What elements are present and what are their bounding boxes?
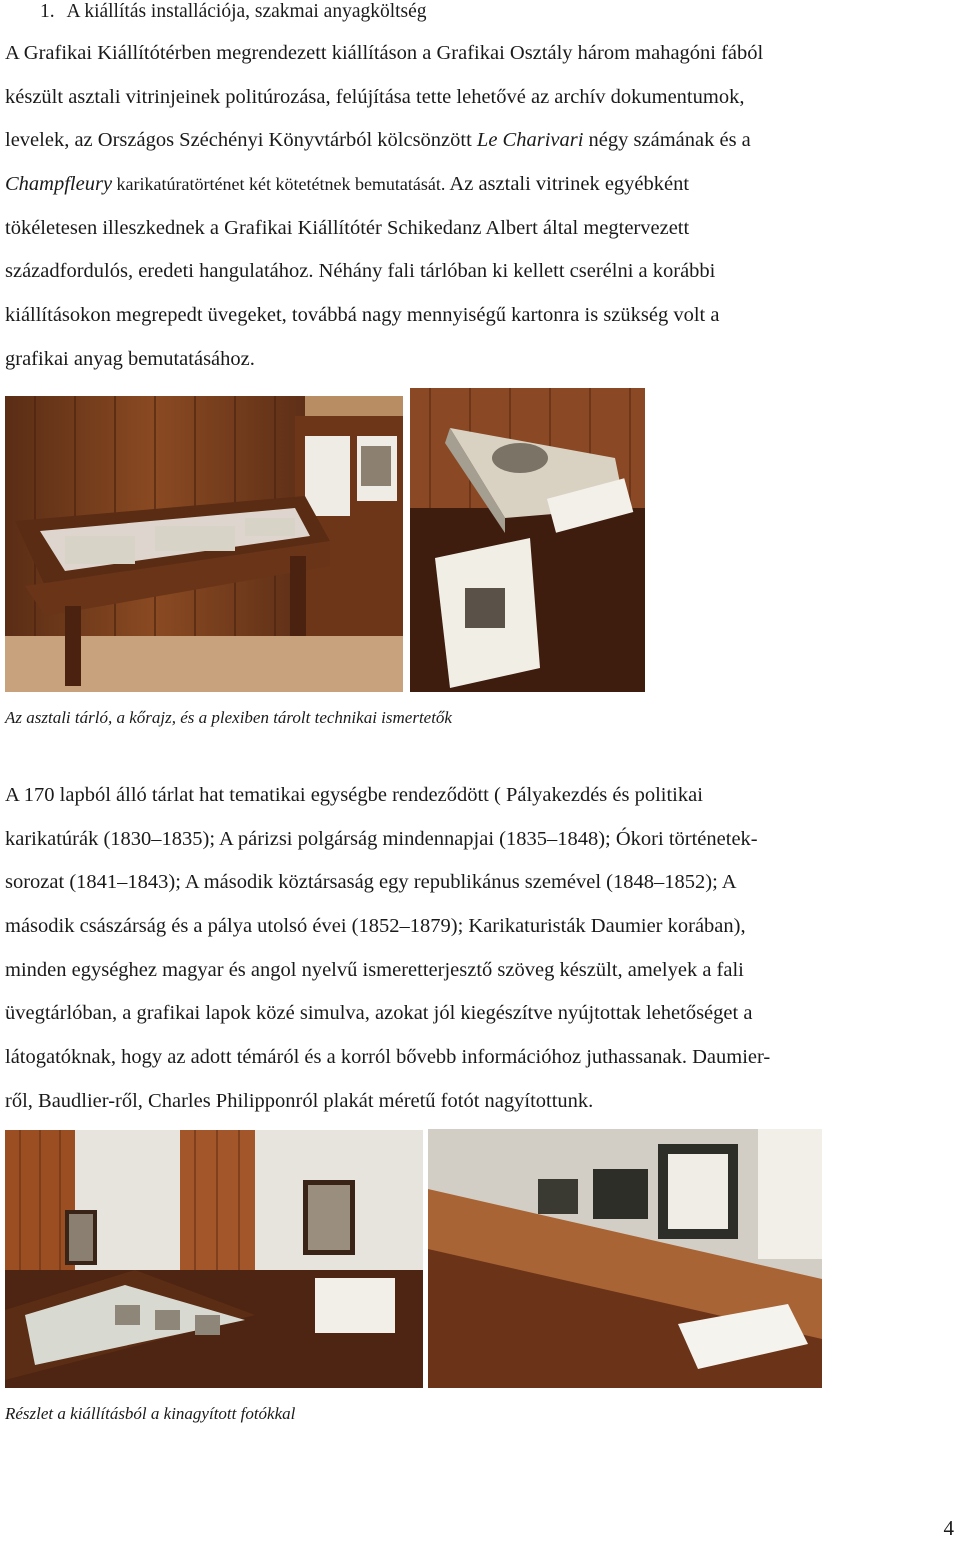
text-line: készült asztali vitrinjeinek politúrozása, felújítása tette lehetővé az archív dokumentumok, xyxy=(5,85,745,108)
text-segment: karikatúratörténet két kötetétnek bemutatását. xyxy=(112,174,446,195)
text-line: üvegtárlóban, a grafikai lapok közé simulva, azokat jól kiegészítve nyújtottak lehetőséget a xyxy=(5,1002,753,1025)
text-line xyxy=(5,163,763,207)
section-number: 1. xyxy=(40,1,55,22)
text-line: sorozat (1841–1843); A második köztársaság egy republikánus szemével (1848–1852); A xyxy=(5,871,737,894)
text-line: A 170 lapból álló tárlat hat tematikai egységbe rendeződött ( Pályakezdés és politikai xyxy=(5,784,703,806)
text-line: A Grafikai Kiállítótérben megrendezett kiállításon a Grafikai Osztály három mahagóni fából xyxy=(5,42,764,64)
text-line: látogatóknak, hogy az adott témáról és a korról bővebb információhoz juthassanak. Daumier- xyxy=(5,1046,771,1069)
photo-enlarged-portraits xyxy=(5,1130,423,1388)
author-name: Champfleury xyxy=(5,173,113,196)
text-line: minden egységhez magyar és angol nyelvű ismeretterjesztő szöveg készült, amelyek a fali xyxy=(5,958,744,981)
photo-table-vitrine xyxy=(5,396,403,692)
caption-photos-1: Az asztali tárló, a kőrajz, és a plexiben tárolt technikai ismertetők xyxy=(5,708,452,727)
text-segment: négy számának és a xyxy=(583,129,751,152)
text-line: századfordulós, eredeti hangulatához. Néhány fali tárlóban ki kellett cserélni a korábbi xyxy=(5,260,716,283)
text-line: kiállításokon megrepedt üvegeket, továbbá nagy mennyiségű kartonra is szükség volt a xyxy=(5,304,720,327)
photo-gallery-corridor xyxy=(428,1129,822,1388)
section-heading xyxy=(40,0,427,24)
text-line: második császárság és a pálya utolsó évei (1852–1879); Karikaturisták Daumier korában), xyxy=(5,915,746,938)
photo-lithograph-stone xyxy=(410,388,645,692)
text-segment: Az asztali vitrinek egyébként xyxy=(445,173,690,196)
text-line: tökéletesen illeszkednek a Grafikai Kiállítótér Schikedanz Albert által megtervezett xyxy=(5,216,690,239)
paragraph-installation xyxy=(5,32,763,382)
text-segment: levelek, az Országos Széchényi Könyvtárból kölcsönzött xyxy=(5,129,477,152)
section-title: A kiállítás installációja, szakmai anyagköltség xyxy=(66,1,427,22)
periodical-title: Le Charivari xyxy=(476,129,584,152)
text-line: karikatúrák (1830–1835); A párizsi polgárság mindennapjai (1835–1848); Ókori történetek- xyxy=(5,827,758,850)
caption-photos-2: Részlet a kiállításból a kinagyított fotókkal xyxy=(5,1404,296,1423)
text-line: ről, Baudlier-ről, Charles Philipponról plakát méretű fotót nagyítottunk. xyxy=(5,1089,594,1112)
text-line: grafikai anyag bemutatásához. xyxy=(5,347,255,370)
page-number: 4 xyxy=(943,1516,954,1540)
paragraph-thematic-units xyxy=(5,774,770,1124)
text-line xyxy=(5,119,763,163)
